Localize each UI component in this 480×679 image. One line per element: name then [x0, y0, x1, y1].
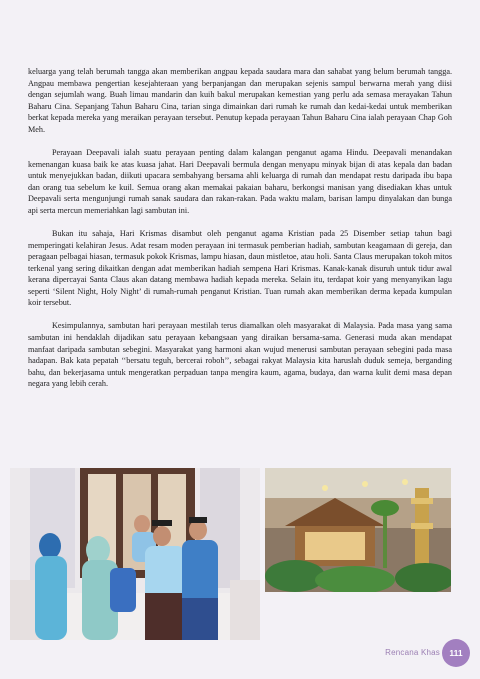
page-number-badge: 111: [442, 639, 470, 667]
festive-decoration-photo: [265, 468, 451, 592]
paragraph-conclusion: Kesimpulannya, sambutan hari perayaan mestilah terus diamalkan oleh masyarakat di Malaysia. Pada masa yang sama sambutan ini hendaklah dijadikan satu perayaan kebangsaan yang diraikan bersama-sama. Generasi muda akan mendapat manfaat daripada sambutan sebegini. Masyarakat yang harmoni akan wujud menerusi sambutan perayaan sebegini pada masa hadapan. Bak kata pepatah ‘‘bersatu teguh, bercerai roboh’’, sebagai rakyat Malaysia kita haruslah duduk semeja, berganding bahu, dan bekerjasama untuk mengeratkan perpaduan tanpa mengira kaum, agama, budaya, dan warna kulit demi masa depan negara yang lebih cerah.: [28, 321, 452, 389]
mall-photo-illustration: [265, 468, 451, 592]
paragraph-chinese-new-year: keluarga yang telah berumah tangga akan memberikan angpau kepada saudara mara dan sahabat yang belum berumah tangga. Angpau membawa pengertian kesejahteraan yang berpanjangan dan merupakan sejenis sampul berwarna merah yang diisi dengan sejumlah wang. Buah limau mandarin dan kuih bakul merupakan kemestian yang perlu ada semasa merayakan Tahun Baharu Cina. Sepanjang Tahun Baharu Cina, tarian singa dimainkan dari rumah ke rumah dan kedai-kedai untuk memberikan berkat kepada mereka yang meraikan perayaan tersebut. Penutup kepada perayaan Tahun Baharu Cina ialah perayaan Chap Goh Meh.: [28, 67, 452, 134]
paragraph-deepavali: Perayaan Deepavali ialah suatu perayaan penting dalam kalangan penganut agama Hindu. Deepavali menandakan kemenangan kuasa baik ke atas kuasa jahat. Hari Deepavali bermula dengan menyapu minyak bijan di atas kepala dan badan untuk menyejukkan badan, diikuti upacara sembahyang bersama ahli keluarga di rumah dan mendapat restu daripada ibu bapa dan orang tua sebelum ke kuil. Semua orang akan memakai pakaian baharu, berkongsi manisan yang disediakan khas untuk Deepavali serta mengunjungi rumah sanak saudara dan rakan-rakan. Pada waktu malam, barisan lampu dinyalakan dan bunga api serta mercun memeriahkan lagi sambutan ini.: [28, 147, 452, 215]
family-celebration-photo: [10, 468, 260, 640]
paragraph-christmas: Bukan itu sahaja, Hari Krismas disambut oleh penganut agama Kristian pada 25 Disember setiap tahun bagi memperingati kelahiran Jesus. Adat resam moden perayaan ini termasuk pemberian hadiah, sambutan keagamaan di gereja, dan peragaan pelbagai hiasan, termasuk pokok Krismas, lampu hiasan, daun mistletoe, atau holi. Santa Claus merupakan tokoh mitos terkenal yang sering dikaitkan dengan adat memberikan hadiah sempena Hari Krismas. Kanak-kanak disuruh untuk tidur awal kerana dipercayai Santa Claus akan datang membawa hadiah kepada mereka. Selain itu, terdapat koir yang menyanyikan lagu seperti ‘Silent Night, Holy Night’ di rumah-rumah penganut Kristian. Tuan rumah akan memberikan derma kepada kumpulan koir tersebut.: [28, 228, 452, 308]
section-label: Rencana Khas: [385, 648, 440, 657]
family-photo-illustration: [10, 468, 260, 640]
article-body: [28, 66, 452, 401]
